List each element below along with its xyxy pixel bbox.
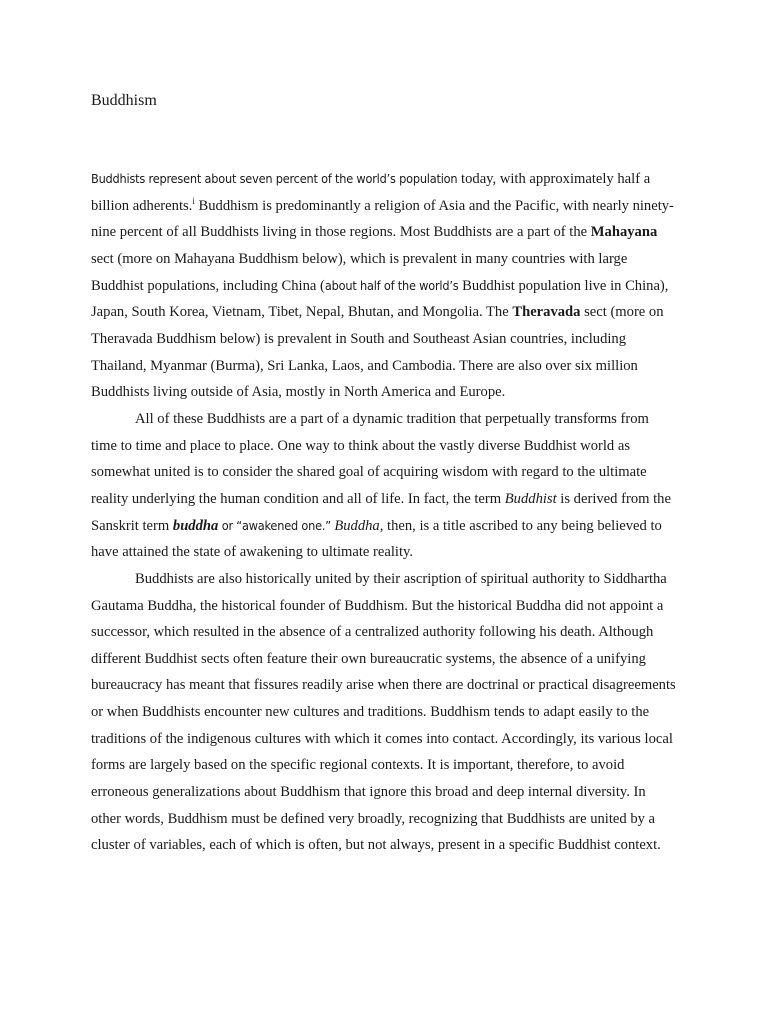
text-run: is derived from the Sanskrit term: [91, 490, 671, 534]
text-run: Buddhists are also historically united by their ascription of spiritual authority to Siddhartha Gautama Buddha, the historical founder of Buddhism. But the historical Buddha did not appoint a successor, which resulted in the absence of a centralized authority following his death. Although different Buddhist sects often feature their own bureaucratic systems, the absence of a unifying bureaucracy has meant that fissures readily arise when there are doctrinal or practical disagreements or when Buddhists encounter new cultures and traditions. Buddhism tends to adapt easily to the traditions of the indigenous cultures with which it comes into contact. Accordingly, its various local forms are largely based on the specific regional contexts. It is important, therefore, to avoid erroneous generalizations about Buddhism that ignore this broad and deep internal diversity. In other words, Buddhism must be defined very broadly, recognizing that Buddhists are united by a cluster of variables, each of which is often, but not always, present in a specific Buddhist context.: [91, 570, 676, 854]
document-title: Buddhism: [91, 92, 157, 109]
text-run: about half of the world’s: [324, 277, 459, 293]
term-mahayana: Mahayana: [590, 224, 658, 241]
paragraph-1: [91, 166, 678, 406]
text-run: , then, is a title ascribed to any being believed to have attained the state of awakening to ultimate reality.: [91, 517, 662, 561]
text-run: Buddhists represent about seven percent of the world’s population: [91, 171, 458, 186]
term-awakened-one: awakened one.: [241, 517, 326, 533]
document-body: [91, 166, 678, 859]
term-buddha-title: Buddha: [334, 517, 380, 534]
text-run: All of these Buddhists are a part of a dynamic tradition that perpetually transforms from time to time and place to place. One way to think about the vastly diverse Buddhist world as somewhat united is to consider the shared goal of acquiring wisdom with regard to the ultimate reality underlying the human condition and all of life. In fact, the term: [91, 410, 649, 507]
paragraph-3: [91, 566, 678, 859]
text-run: sect (more on Mahayana Buddhism below), which is prevalent in many countries with large Buddhist populations, including China (: [91, 250, 628, 294]
text-run: sect (more on Theravada Buddhism below) is prevalent in South and Southeast Asian countries, including Thailand, Myanmar (Burma), Sri Lanka, Laos, and Cambodia. There are also over six million Buddhists living outside of Asia, mostly in North America and Europe.: [91, 304, 664, 401]
text-run: today, with approximately half a billion adherents.: [91, 171, 651, 214]
term-buddha-sanskrit: buddha: [172, 517, 219, 534]
text-run: ”: [325, 517, 335, 533]
text-run: or “: [218, 517, 242, 533]
text-run: Buddhist population live in China), Japan, South Korea, Vietnam, Tibet, Nepal, Bhutan, and Mongolia. The: [91, 277, 669, 321]
text-run: Buddhism is predominantly a religion of Asia and the Pacific, with nearly ninety-nine percent of all Buddhists living in those regions. Most Buddhists are a part of the: [91, 197, 674, 241]
term-buddhist: Buddhist: [504, 490, 557, 507]
term-theravada: Theravada: [512, 304, 581, 321]
paragraph-2: [91, 406, 678, 566]
footnote-marker: i: [192, 195, 195, 206]
